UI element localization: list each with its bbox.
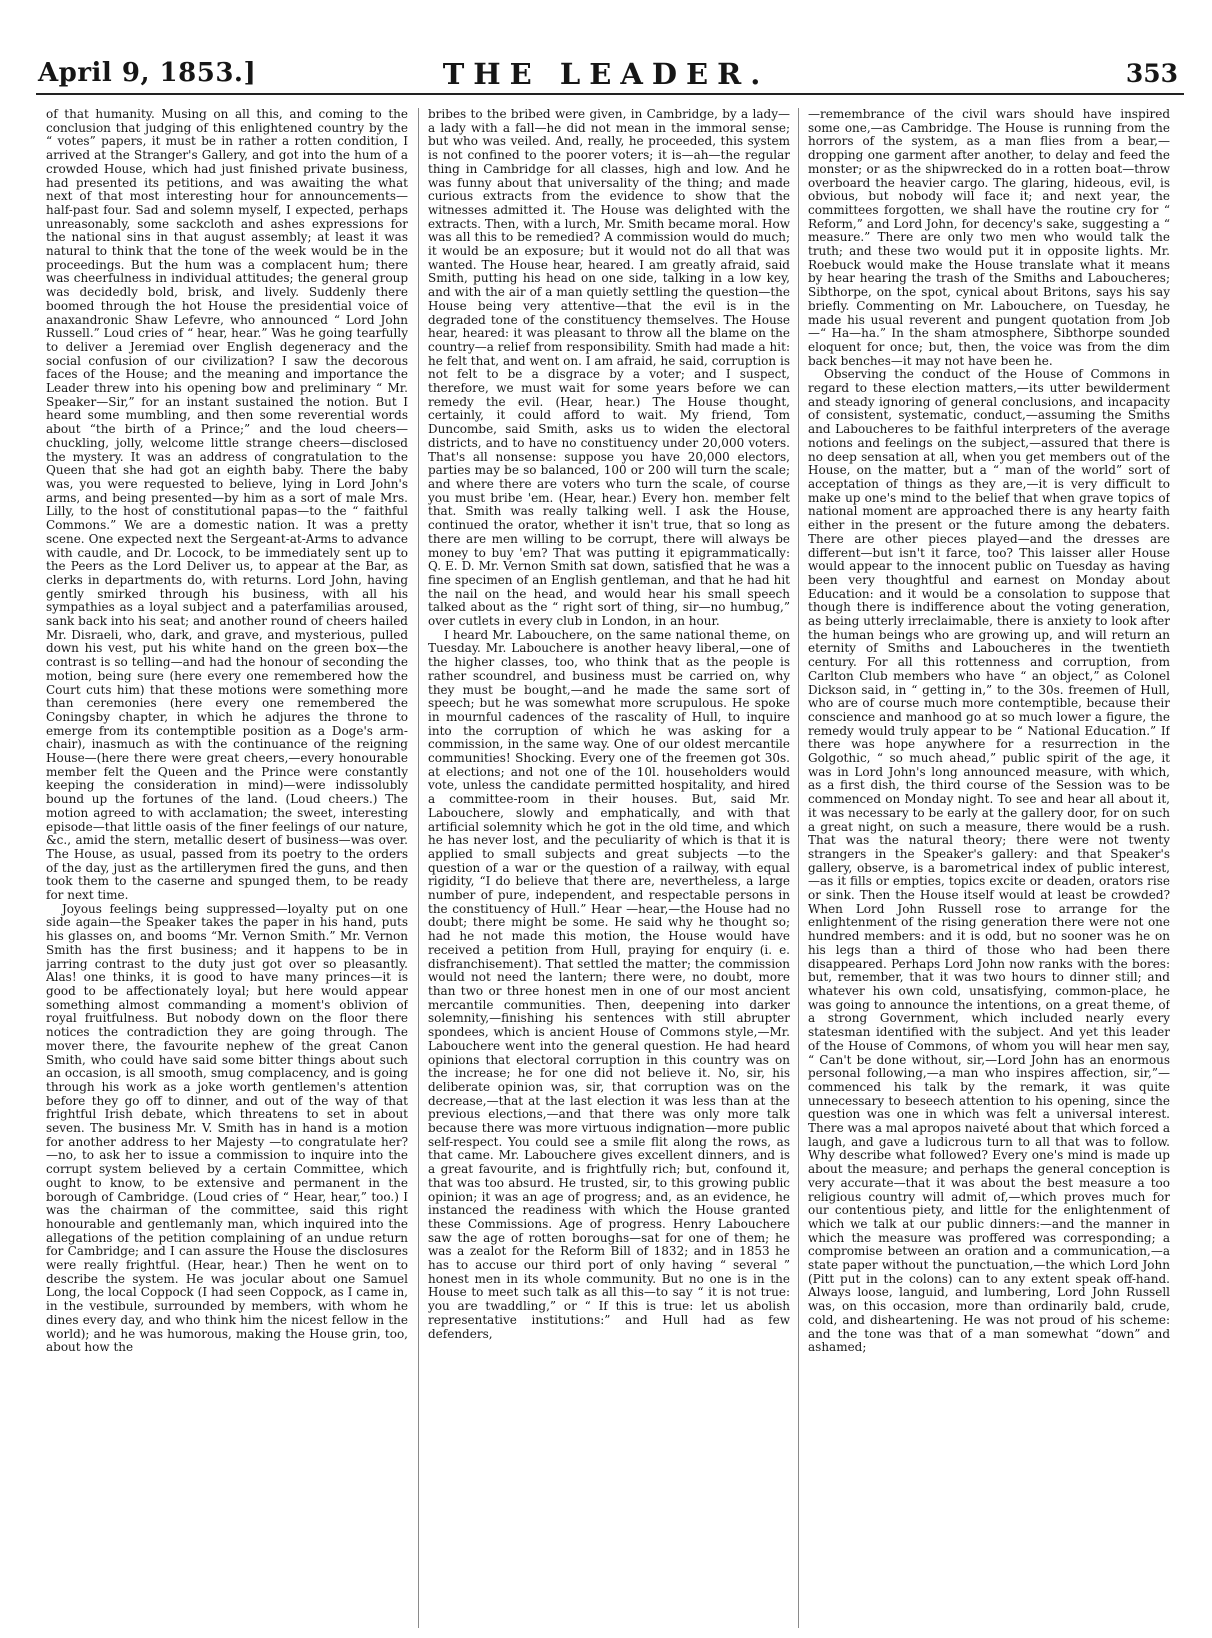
masthead xyxy=(0,0,1212,96)
paragraph: Observing the conduct of the House of Commons in regard to these election matters,—its utter bewilderment and steady ignoring of general conclusions, and incapacity of consistent, systematic, conduct,—assuming the Smiths and Laboucheres to be faithful interpreters of the average notions and feelings on the subject,—assured that there is no deep sensation at all, when you get members out of the House, on the matter, but a “ man of the world” sort of acceptation of things as they are,—it is very difficult to make up one's mind to the belief that when grave topics of national moment are approached there is any hearty faith either in the present or the future among the debaters. There are other pieces played—and the dresses are different—but isn't it farce, too? This laisser aller House would appear to the innocent public on Tuesday as having been very thoughtful and earnest on Monday about Education: and it would be a consolation to suppose that though there is indifference about the voting generation, as being utterly irreclaimable, there is anxiety to look after the human beings who are growing up, and will return an eternity of Smiths and Laboucheres in the twentieth century. For all this rottenness and corruption, from Carlton Club members who have “ an object,” as Colonel Dickson said, in “ getting in,” to the 30s. freemen of Hull, who are of course much more contemptible, because their conscience and manhood go at so much lower a figure, the remedy would truly appear to be “ National Education.” If there was hope anywhere for a resurrection in the Golgothic, “ so much ahead,” public spirit of the age, it was in Lord John's long announced measure, with which, as a first dish, the third course of the Session was to be commenced on Monday night. To see and hear all about it, it was necessary to be early at the gallery door, for on such a great night, on such a measure, there would be a rush. That was the natural theory; there were not twenty strangers in the Speaker's gallery: and that Speaker's gallery, observe, is a barometrical index of public interest,—as it fills or empties, topics excite or deaden, orators rise or sink. Then the House itself would at least be crowded? When Lord John Russell rose to arrange for the enlightenment of the rising generation there were not one hundred members: and it is odd, but no sooner was he on his legs than a third of those who had been there disappeared. Perhaps Lord John now ranks with the bores: but, remember, that it was two hours to dinner still; and whatever his own cold, unsatisfying, common-place, he was going to announce the intentions, on a great theme, of a strong Government, which included nearly every statesman identified with the subject. And yet this leader of the House of Commons, of whom you will hear men say, “ Can't be done without, sir,—Lord John has an enormous personal following,—a man who inspires affection, sir,”—commenced his talk by the remark, it was quite unnecessary to beseech attention to his opening, since the question was one in which was felt a universal interest. There was a mal apropos naiveté about that which forced a laugh, and gave a ludicrous turn to all that was to follow. Why describe what followed? Every one's mind is made up about the measure; and perhaps the general conception is very accurate—that it was about the best measure a too religious country will admit of,—which proves much for our contentious piety, and little for the enlightenment of which we talk at our public dinners:—and the manner in which the measure was proffered was corresponding; a compromise between an oration and a communication,—a state paper without the punctuation,—the which Lord John (Pitt put in the colons) can to any extent speak off-hand. Always loose, languid, and lumbering, Lord John Russell was, on this occasion, more than ordinarily bald, crude, cold, and disheartening. He was not proud of his scheme: and the tone was that of a man somewhat “down” and ashamed; xyxy=(808,367,1170,1355)
column-divider xyxy=(418,108,419,1628)
paragraph: Joyous feelings being suppressed—loyalty put on one side again—the Speaker takes the paper in his hand, puts his glasses on, and booms “Mr. Vernon Smith.” Mr. Vernon Smith has the first business; and it happens to be in jarring contrast to the duty just got over so pleasantly. Alas! one thinks, it is good to have many princes—it is good to be affectionately loyal; but here would appear something almost commanding a moment's oblivion of royal fruitfulness. But nobody down on the floor there notices the contradiction they are going through. The mover there, the favourite nephew of the great Canon Smith, who could have said some bitter things about such an occasion, is all smooth, smug complacency, and is going through his work as a joke worth gentlemen's attention before they go off to dinner, and out of the way of that frightful Irish debate, which threatens to set in about seven. The business Mr. V. Smith has in hand is a motion for another address to her Majesty —to congratulate her?—no, to ask her to issue a commission to inquire into the corrupt system believed by a certain Committee, which ought to know, to be extensive and permanent in the borough of Cambridge. (Loud cries of “ Hear, hear,” too.) I was the chairman of the committee, said this right honourable and gentlemanly man, which inquired into the allegations of the petition complaining of an undue return for Cambridge; and I can assure the House the disclosures were really frightful. (Hear, hear.) Then he went on to describe the system. He was jocular about one Samuel Long, the local Coppock (I had seen Coppock, as I came in, in the vestibule, surrounded by members, with whom he dines every day, and who think him the nicest fellow in the world); and he was humorous, making the House grin, too, about how the xyxy=(46,901,408,1355)
issue-date: April 9, 1853.] xyxy=(38,58,257,88)
column-2 xyxy=(428,108,790,1632)
column-divider xyxy=(798,108,799,1628)
paragraph: —remembrance of the civil wars should have inspired some one,—as Cambridge. The House is running from the horrors of the system, as a man flies from a bear,—dropping one garment after another, to delay and feed the monster; or as the shipwrecked do in a rotten boat—throw overboard the heavier cargo. The glaring, hideous, evil, is obvious, but nobody will face it; and next year, the committees forgotten, we shall have the routine cry for “ Reform,” and Lord John, for decency's sake, suggesting a “ measure.” There are only two men who would talk the truth; and these two would put it in opposite lights. Mr. Roebuck would make the House translate what it means by hear hearing the trash of the Smiths and Laboucheres; Sibthorpe, on the spot, cynical about Britons, says his say briefly. Commenting on Mr. Labouchere, on Tuesday, he made his usual reverent and pungent quotation from Job—“ Ha—ha.” In the sham atmosphere, Sibthorpe sounded eloquent for once; but, then, the voice was from the dim back benches—it may not have been he. xyxy=(808,108,1170,368)
paragraph: bribes to the bribed were given, in Cambridge, by a lady—a lady with a fall—he did not mean in the immoral sense; but who was veiled. And, really, he proceeded, this system is not confined to the poorer voters; it is—ah—the regular thing in Cambridge for all classes, high and low. And he was funny about that universality of the thing; and made curious extracts from the evidence to show that the witnesses admitted it. The House was delighted with the extracts. Then, with a lurch, Mr. Smith became moral. How was all this to be remedied? A commission would do much; it would be an exposure; but it would not do all that was wanted. The House hear, heared. I am greatly afraid, said Smith, putting his head on one side, talking in a low key, and with the air of a man quietly settling the question—the House being very attentive—that the evil is in the degraded tone of the constituency themselves. The House hear, heared: it was pleasant to throw all the blame on the country—a relief from responsibility. Smith had made a hit: he felt that, and went on. I am afraid, he said, corruption is not felt to be a disgrace by a voter; and I suspect, therefore, we must wait for some years before we can remedy the evil. (Hear, hear.) The House thought, certainly, it could afford to wait. My friend, Tom Duncombe, said Smith, asks us to widen the electoral districts, and to have no constituency under 20,000 voters. That's all nonsense: suppose you have 20,000 electors, parties may be so balanced, 100 or 200 will turn the scale; and where there are voters who turn the scale, of course you must bribe 'em. (Hear, hear.) Every hon. member felt that. Smith was really talking well. I ask the House, continued the orator, whether it isn't true, that so long as there are men willing to be corrupt, there will always be money to buy 'em? That was putting it epigrammatically: Q. E. D. Mr. Vernon Smith sat down, satisfied that he was a fine specimen of an English gentleman, and that he had hit the nail on the head, and would hear his small speech talked about as the “ right sort of thing, sir—no humbug,” over cutlets in every club in London, in an hour. xyxy=(428,108,790,629)
paragraph: I heard Mr. Labouchere, on the same national theme, on Tuesday. Mr. Labouchere is another heavy liberal,—one of the higher classes, too, who think that as the people is rather scoundrel, and business must be carried on, why they must be bought,—and he made the same sort of speech; but he was somewhat more scrupulous. He spoke in mournful cadences of the rascality of Hull, to inquire into the corruption of which he was asking for a commission, in the same way. One of our oldest mercantile communities! Shocking. Every one of the freemen got 30s. at elections; and not one of the 10l. householders would vote, unless the candidate permitted hospitality, and hired a committee-room in their houses. But, said Mr. Labouchere, slowly and emphatically, and with that artificial solemnity which he got in the old time, and which he has never lost, and the peculiarity of which is that it is applied to small subjects and great subjects —to the question of a war or the question of a railway, with equal rigidity, “I do believe that there are, nevertheless, a large number of pure, independent, and respectable persons in the constituency of Hull.” Hear —hear,—the House had no doubt; there might be some. He said why he thought so; had he not made this motion, the House would have received a petition from Hull, praying for enquiry (i. e. disfranchisement). That settled the matter; the commission would not need the lantern; there were, no doubt, more than two or three honest men in one of our most ancient mercantile communities. Then, deepening into darker solemnity,—finishing his sentences with still abrupter spondees, which is ancient House of Commons style,—Mr. Labouchere went into the general question. He had heard opinions that electoral corruption in this country was on the increase; he for one did not believe it. No, sir, his deliberate opinion was, sir, that corruption was on the decrease,—that at the last election it was less than at the previous elections,—and that there was only more talk because there was more virtuous indignation—more public self-respect. You could see a smile flit along the rows, as that came. Mr. Labouchere gives excellent dinners, and is a great favourite, and is frightfully rich; but, confound it, that was too absurd. He trusted, sir, to this growing public opinion; it was an age of progress; and, as an evidence, he instanced the readiness with which the House granted these Commissions. Age of progress. Henry Labouchere saw the age of rotten boroughs—sat for one of them; he was a zealot for the Reform Bill of 1832; and in 1853 he has to accuse our third port of only having “ several ” honest men in its whole community. But no one is in the House to meet such talk as all this—to say “ it is not true: you are twaddling,” or “ If this is true: let us abolish representative institutions:” and Hull had as few defenders, xyxy=(428,627,790,1341)
paragraph: of that humanity. Musing on all this, and coming to the conclusion that judging of this enlightened country by the “ votes” papers, it must be in rather a rotten condition, I arrived at the Stranger's Gallery, and got into the hum of a crowded House, which had just finished private business, had presented its petitions, and was awaiting the what next of that most interesting hour for announcements—half-past four. Sad and solemn myself, I expected, perhaps unreasonably, some sackcloth and ashes expressions for the national sins in that august assembly; at least it was natural to think that the tone of the week would be in the proceedings. But the hum was a complacent hum; there was cheerfulness in individual attitudes; the general group was decidedly bold, brisk, and lively. Suddenly there boomed through the hot House the presidential voice of anaxandronic Shaw Lefevre, who announced “ Lord John Russell.” Loud cries of “ hear, hear.” Was he going tearfully to deliver a Jeremiad over English degeneracy and the social confusion of our civilization? I saw the decorous faces of the House; and the meaning and importance the Leader threw into his opening bow and preliminary “ Mr. Speaker—Sir,” for an instant sustained the notion. But I heard some mumbling, and then some reverential words about “the birth of a Prince;” and the loud cheers—chuckling, jolly, welcome little strange cheers—disclosed the mystery. It was an address of congratulation to the Queen that she had got an eighth baby. There the baby was, you were requested to believe, lying in Lord John's arms, and being presented—by him as a sort of male Mrs. Lilly, to the host of constitutional papas—to the “ faithful Commons.” We are a domestic nation. It was a pretty scene. One expected next the Sergeant-at-Arms to advance with caudle, and Dr. Locock, to be immediately sent up to the Peers as the Lord Deliver us, to appear at the Bar, as clerks in departments do, with returns. Lord John, having gently smirked through his business, with all his sympathies as a loyal subject and a paterfamilias aroused, sank back into his seat; and another round of cheers hailed Mr. Disraeli, who, dark, and grave, and mysterious, pulled down his vest, put his white hand on the green box—the contrast is so telling—and had the honour of seconding the motion, being sure (here every one remembered how the Court cuts him) that these motions were something more than ceremonies (here every one remembered the Coningsby chapter, in which he adjures the throne to emerge from its contemptible position as a Doge's arm-chair), inasmuch as with the continuance of the reigning House—(here there were great cheers,—every honourable member felt the Queen and the Prince were constantly keeping the consideration in mind)—were indissolubly bound up the fortunes of the land. (Loud cheers.) The motion agreed to with acclamation; the sweet, interesting episode—that little oasis of the finer feelings of our nature, &c., amid the stern, metallic desert of business—was over. The House, as usual, passed from its poetry to the orders of the day, just as the artillerymen fired the guns, and then took them to the caserne and spunged them, to be ready for next time. xyxy=(46,108,408,903)
page-number: 353 xyxy=(1125,59,1178,88)
newspaper-title: THE LEADER. xyxy=(442,57,770,91)
column-3 xyxy=(808,108,1170,1632)
masthead-rule xyxy=(36,93,1184,95)
column-1 xyxy=(46,108,408,1632)
